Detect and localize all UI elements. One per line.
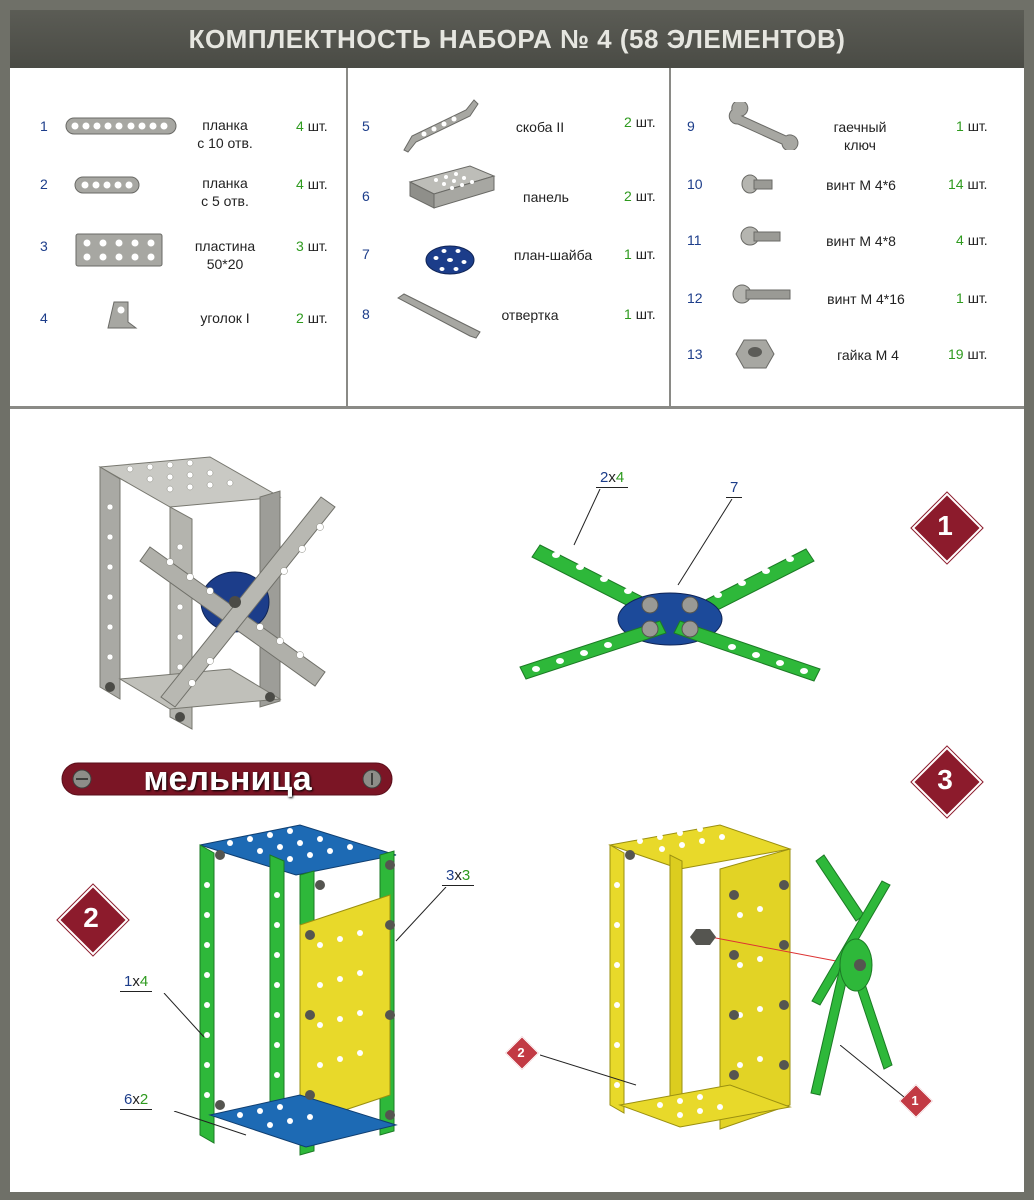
part-label: отвертка — [501, 307, 559, 323]
column-divider — [346, 68, 348, 406]
part-number: 12 — [687, 290, 703, 306]
screw-long-icon — [730, 282, 794, 308]
part-label: винт М 4*16 — [827, 291, 905, 307]
part-label: планка с 5 отв. — [201, 175, 249, 209]
strip-5-icon — [74, 175, 142, 195]
part-quantity: 1 шт. — [956, 290, 988, 306]
leader-line — [390, 887, 450, 947]
leader-line — [670, 499, 740, 589]
part-label: скоба II — [515, 119, 565, 135]
part-quantity: 4 шт. — [296, 176, 328, 192]
part-quantity: 1 шт. — [624, 306, 656, 322]
callout-part-7: 7 — [726, 479, 742, 498]
screw-short-icon — [740, 172, 776, 198]
part-label: пластина 50*20 — [194, 238, 256, 272]
part-quantity: 2 шт. — [624, 188, 656, 204]
part-label: гайка М 4 — [837, 347, 899, 363]
part-quantity: 3 шт. — [296, 238, 328, 254]
step-2-badge: 2 — [68, 895, 114, 941]
part-label: винт М 4*8 — [826, 233, 896, 249]
wrench-icon — [726, 102, 800, 150]
model-name: мельница — [143, 760, 312, 798]
page-header — [10, 10, 1024, 68]
plate-icon — [75, 233, 165, 269]
part-number: 11 — [687, 232, 702, 248]
screw-medium-icon — [738, 224, 786, 250]
part-quantity: 1 шт. — [956, 118, 988, 134]
part-label: панель — [523, 189, 569, 205]
part-number: 13 — [687, 346, 703, 362]
leader-line — [840, 1045, 910, 1105]
part-quantity: 4 шт. — [956, 232, 988, 248]
callout-qty-6x2: 6x2 — [120, 1091, 152, 1110]
part-label: план-шайба — [513, 247, 593, 263]
leader-line — [540, 1051, 640, 1091]
disk-washer-icon — [424, 244, 476, 276]
part-number: 4 — [40, 310, 48, 326]
callout-qty-3x3: 3x3 — [442, 867, 474, 886]
part-number: 1 — [40, 118, 48, 134]
part-quantity: 4 шт. — [296, 118, 328, 134]
parts-list — [10, 68, 1024, 406]
part-label: уголок I — [200, 310, 250, 326]
column-divider — [669, 68, 671, 406]
ref-step-2-badge: 2 — [510, 1041, 532, 1063]
leader-line — [160, 993, 210, 1043]
part-number: 8 — [362, 306, 370, 322]
part-quantity: 14 шт. — [948, 176, 988, 192]
part-number: 5 — [362, 118, 370, 134]
assembly-area — [10, 409, 1024, 1192]
part-label: планка с 10 отв. — [197, 117, 253, 151]
callout-qty-2x4: 2x4 — [596, 469, 628, 488]
part-quantity: 2 шт. — [296, 310, 328, 326]
part-number: 2 — [40, 176, 48, 192]
part-label: гаечный ключ — [833, 119, 887, 153]
part-number: 9 — [687, 118, 695, 134]
nut-icon — [734, 336, 776, 372]
part-number: 6 — [362, 188, 370, 204]
part-quantity: 2 шт. — [624, 114, 656, 130]
step-1-badge: 1 — [922, 503, 968, 549]
part-label: винт М 4*6 — [826, 177, 896, 193]
part-number: 7 — [362, 246, 370, 262]
step-3-illustration — [600, 815, 900, 1165]
screwdriver-icon — [394, 290, 484, 340]
part-number: 10 — [687, 176, 703, 192]
windmill-model-illustration — [80, 447, 350, 767]
page-title: КОМПЛЕКТНОСТЬ НАБОРА № 4 (58 ЭЛЕМЕНТОВ) — [188, 23, 846, 54]
part-number: 3 — [40, 238, 48, 254]
panel-icon — [406, 162, 498, 212]
part-quantity: 1 шт. — [624, 246, 656, 262]
angle-bracket-icon — [100, 298, 140, 334]
part-quantity: 19 шт. — [948, 346, 988, 362]
callout-qty-1x4: 1x4 — [120, 973, 152, 992]
bracket-icon — [400, 98, 480, 154]
ref-step-1-badge: 1 — [904, 1089, 926, 1111]
leader-line — [570, 489, 630, 549]
leader-line — [170, 1111, 250, 1141]
step-3-badge: 3 — [922, 757, 968, 803]
strip-10-icon — [65, 116, 177, 136]
